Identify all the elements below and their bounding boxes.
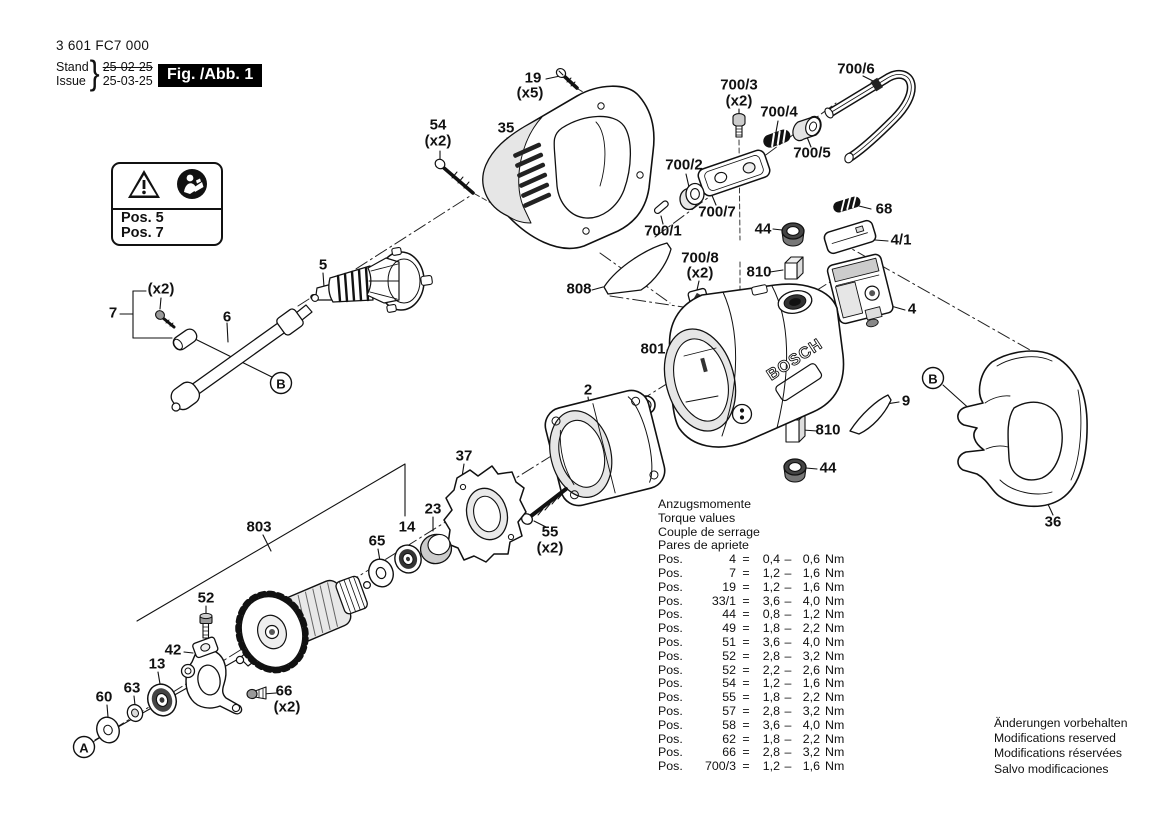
torque-cell: 0,8 (762, 607, 780, 622)
torque-cell: Nm (825, 552, 845, 567)
part-label: 42 (164, 641, 182, 659)
text-line: Anzugsmomente (658, 497, 751, 511)
torque-cell: = (742, 607, 750, 622)
stand-issue-block (56, 54, 153, 93)
part-label: (x2) (424, 132, 452, 150)
plug-5 (311, 247, 433, 312)
part-label: 54 (429, 116, 447, 134)
torque-cell: – (784, 676, 792, 691)
torque-cell: = (742, 731, 750, 746)
stand-date: 25-02-25 (102, 60, 153, 74)
svg-text:B: B (928, 371, 938, 387)
torque-row (658, 650, 844, 664)
part-label: 5 (318, 256, 328, 274)
torque-row (658, 677, 844, 691)
torque-cell: = (742, 703, 750, 718)
torque-cell: Pos. (658, 607, 683, 622)
torque-cell: 3,2 (802, 745, 820, 760)
screw-66 (247, 687, 266, 699)
torque-cell: 1,2 (762, 759, 780, 774)
issue-date: 25-03-25 (102, 74, 153, 88)
torque-cell: 1,8 (762, 621, 780, 636)
part-label: 2 (583, 381, 593, 399)
part-label: (x2) (686, 264, 714, 282)
torque-cell: 7 (729, 565, 736, 580)
torque-cell: Pos. (658, 579, 683, 594)
torque-cell: 52 (722, 648, 736, 663)
warning-pos-lines (113, 210, 221, 244)
panel-9 (850, 395, 891, 434)
torque-cell: 1,8 (762, 690, 780, 705)
torque-cell: 2,2 (762, 662, 780, 677)
part-label: (x2) (273, 698, 301, 716)
torque-cell: 1,2 (762, 676, 780, 691)
torque-cell: – (784, 717, 792, 732)
text-line: Pos. 5 (121, 210, 164, 226)
torque-cell: Nm (825, 579, 845, 594)
circled-ref-label (923, 368, 944, 389)
warning-triangle-icon (126, 168, 162, 205)
torque-cell: – (784, 634, 792, 649)
torque-cell: Pos. (658, 717, 683, 732)
torque-cell: 1,6 (802, 579, 820, 594)
torque-cell: 700/3 (704, 759, 736, 774)
part-label: 810 (815, 421, 841, 439)
torque-cell: 1,2 (762, 565, 780, 580)
part-label: 9 (901, 392, 911, 410)
bosch-logo-text: BOSCH (764, 335, 826, 385)
screw-52 (200, 613, 212, 638)
torque-row (658, 622, 844, 636)
torque-cell: = (742, 676, 750, 691)
torque-cell: – (784, 690, 792, 705)
torque-cell: 58 (722, 717, 736, 732)
bearing-14 (391, 541, 425, 576)
torque-cell: – (784, 731, 792, 746)
stator-2 (540, 387, 669, 510)
torque-cell: – (784, 662, 792, 677)
text-line: Torque values (658, 510, 736, 525)
part-label: 810 (746, 263, 772, 281)
torque-cell: Nm (825, 690, 845, 705)
part-label: 700/5 (793, 144, 831, 162)
torque-cell: 4,0 (802, 634, 820, 649)
part-label: 14 (398, 518, 416, 536)
part-number: 3 601 FC7 000 (56, 38, 150, 53)
torque-cell: 2,2 (802, 690, 820, 705)
warning-box (111, 162, 223, 246)
torque-cell: Nm (825, 662, 845, 677)
torque-row (658, 595, 844, 609)
torque-cell: 2,8 (762, 745, 780, 760)
pin-700-1 (653, 200, 669, 215)
bracket-42 (182, 636, 242, 713)
bearing-plate-37 (444, 466, 526, 562)
part-label: 66 (275, 682, 293, 700)
torque-cell: = (742, 648, 750, 663)
circled-ref-label (271, 373, 292, 394)
torque-cell: = (742, 662, 750, 677)
torque-cell: – (784, 579, 792, 594)
part-label: 60 (95, 688, 113, 706)
torque-cell: 54 (722, 676, 736, 691)
torque-cell: 66 (722, 745, 736, 760)
part-label: 37 (455, 447, 473, 465)
torque-cell: 52 (722, 662, 736, 677)
torque-cell: – (784, 703, 792, 718)
cover-4-1 (823, 219, 877, 255)
torque-cell: – (784, 552, 792, 567)
torque-cell: = (742, 565, 750, 580)
torque-cell: 2,8 (762, 703, 780, 718)
torque-row (658, 581, 844, 595)
torque-cell: 1,6 (802, 676, 820, 691)
torque-cell: = (742, 634, 750, 649)
torque-cell: = (742, 717, 750, 732)
torque-cell: 1,8 (762, 731, 780, 746)
torque-cell: – (784, 565, 792, 580)
torque-cell: Pos. (658, 690, 683, 705)
torque-cell: Pos. (658, 745, 683, 760)
screw-55 (519, 489, 566, 526)
torque-cell: Pos. (658, 662, 683, 677)
part-label: 700/6 (837, 60, 875, 78)
torque-row (658, 691, 844, 705)
torque-cell: Nm (825, 703, 845, 718)
torque-cell: 3,2 (802, 648, 820, 663)
part-label: 44 (819, 459, 837, 477)
torque-cell: Nm (825, 745, 845, 760)
figure-label: Fig. /Abb. 1 (158, 64, 262, 87)
torque-cell: 2,8 (762, 648, 780, 663)
part-label: 7 (108, 304, 118, 322)
torque-cell: – (784, 607, 792, 622)
torque-cell: Pos. (658, 731, 683, 746)
torque-table (658, 498, 844, 774)
torque-cell: 19 (722, 579, 736, 594)
torque-cell: Pos. (658, 621, 683, 636)
torque-row (658, 608, 844, 622)
torque-row (658, 567, 844, 581)
torque-cell: 55 (722, 690, 736, 705)
torque-cell: – (784, 621, 792, 636)
brace-glyph: } (89, 54, 100, 93)
torque-cell: Nm (825, 731, 845, 746)
part-label: 803 (246, 518, 272, 536)
part-label: 700/3 (720, 76, 758, 94)
armature-803 (228, 575, 371, 680)
torque-row (658, 553, 844, 567)
read-manual-icon (176, 168, 208, 205)
torque-row (658, 705, 844, 719)
torque-cell: 2,2 (802, 621, 820, 636)
panel-808 (604, 243, 671, 294)
torque-cell: 4,0 (802, 717, 820, 732)
part-label: 6 (222, 308, 232, 326)
torque-row (658, 760, 844, 774)
screw-54 (433, 157, 473, 193)
part-label: 23 (424, 500, 442, 518)
svg-text:B: B (276, 376, 286, 392)
torque-cell: 1,2 (802, 607, 820, 622)
torque-cell: 2,6 (802, 662, 820, 677)
torque-row (658, 719, 844, 733)
torque-title-lines (658, 498, 844, 553)
torque-cell: Pos. (658, 676, 683, 691)
torque-cell: Pos. (658, 703, 683, 718)
torque-cell: 0,6 (802, 552, 820, 567)
torque-cell: Pos. (658, 565, 683, 580)
modifications-note (994, 716, 1128, 777)
torque-cell: Nm (825, 593, 845, 608)
part-label: 65 (368, 532, 386, 550)
screw-19 (555, 67, 577, 88)
part-label: 35 (497, 119, 515, 137)
part-label: 700/7 (698, 203, 736, 221)
part-label: 68 (875, 200, 893, 218)
torque-cell: 2,2 (802, 731, 820, 746)
torque-cell: 3,6 (762, 593, 780, 608)
torque-cell: = (742, 690, 750, 705)
text-line: Modifications reserved (994, 731, 1116, 746)
torque-cell: 3,6 (762, 717, 780, 732)
part-label: 700/2 (665, 156, 703, 174)
part-label: 13 (148, 655, 166, 673)
torque-cell: Nm (825, 759, 845, 774)
circled-ref-label (74, 737, 95, 758)
torque-cell: = (742, 759, 750, 774)
torque-cell: Nm (825, 607, 845, 622)
torque-cell: = (742, 552, 750, 567)
part-label: 700/8 (681, 249, 719, 267)
torque-row (658, 746, 844, 760)
handle-36 (958, 351, 1087, 506)
torque-cell: 1,2 (762, 579, 780, 594)
part-label: 700/1 (644, 222, 682, 240)
plate-700-7 (696, 148, 771, 197)
cable-700-6 (823, 74, 911, 164)
torque-cell: Nm (825, 565, 845, 580)
stand-label: Stand (56, 60, 89, 74)
torque-cell: – (784, 745, 792, 760)
part-label: 4 (907, 300, 917, 318)
torque-cell: = (742, 593, 750, 608)
clamp-7 (171, 327, 200, 353)
part-label: (x2) (536, 539, 564, 557)
text-line: Pos. 7 (121, 225, 164, 241)
torque-cell: Nm (825, 634, 845, 649)
torque-cell: – (784, 593, 792, 608)
torque-cell: 4 (729, 552, 736, 567)
washer-60 (93, 714, 123, 746)
torque-cell: 0,4 (762, 552, 780, 567)
torque-cell: 62 (722, 731, 736, 746)
text-line: Modifications réservées (994, 746, 1123, 761)
part-label: 63 (123, 679, 141, 697)
torque-cell: Nm (825, 621, 845, 636)
torque-cell: Pos. (658, 634, 683, 649)
screw-700-3 (733, 114, 745, 137)
torque-row (658, 733, 844, 747)
torque-cell: 44 (722, 607, 736, 622)
torque-cell: Pos. (658, 759, 683, 774)
header (56, 38, 153, 91)
torque-cell: = (742, 579, 750, 594)
torque-cell: = (742, 621, 750, 636)
part-label: 700/4 (760, 103, 798, 121)
spring-68 (832, 195, 862, 214)
torque-cell: 51 (722, 634, 736, 649)
part-label: 801 (640, 340, 666, 358)
torque-cell: 33/1 (711, 593, 736, 608)
text-line: Pares de apriete (658, 538, 749, 553)
part-label: 52 (197, 589, 215, 607)
torque-cell: 4,0 (802, 593, 820, 608)
part-label: 36 (1044, 513, 1062, 531)
part-label: 808 (566, 280, 592, 298)
part-label: (x2) (725, 92, 753, 110)
torque-row (658, 636, 844, 650)
part-label: 19 (524, 69, 542, 87)
torque-cell: – (784, 759, 792, 774)
torque-cell: Nm (825, 676, 845, 691)
part-label: 4/1 (890, 231, 912, 249)
torque-cell: – (784, 648, 792, 663)
part-label: 55 (541, 523, 559, 541)
torque-rows (658, 553, 844, 774)
svg-text:A: A (79, 740, 89, 756)
cap-44-top (782, 223, 804, 246)
cap-44-bottom (784, 459, 806, 482)
torque-cell: 1,6 (802, 565, 820, 580)
screw-7 (154, 309, 174, 327)
part-label: 44 (754, 220, 772, 238)
part-label: (x5) (516, 84, 544, 102)
torque-cell: Nm (825, 648, 845, 663)
torque-cell: Pos. (658, 593, 683, 608)
text-line: Couple de serrage (658, 524, 760, 539)
torque-cell: = (742, 745, 750, 760)
bearing-13 (143, 680, 180, 720)
torque-cell: 3,2 (802, 703, 820, 718)
torque-cell: Pos. (658, 552, 683, 567)
spring-700-4 (761, 128, 792, 150)
torque-row (658, 664, 844, 678)
torque-cell: 57 (722, 703, 736, 718)
torque-cell: 49 (722, 621, 736, 636)
torque-cell: Pos. (658, 648, 683, 663)
torque-cell: 3,6 (762, 634, 780, 649)
tube-6 (168, 305, 312, 413)
torque-cell: 1,6 (802, 759, 820, 774)
text-line: Änderungen vorbehalten (994, 716, 1128, 730)
part-label: (x2) (147, 280, 175, 298)
issue-label: Issue (56, 74, 86, 88)
torque-cell: Nm (825, 717, 845, 732)
text-line: Salvo modificaciones (994, 761, 1109, 776)
housing-35 (483, 86, 654, 248)
brush-810-top (785, 257, 803, 279)
